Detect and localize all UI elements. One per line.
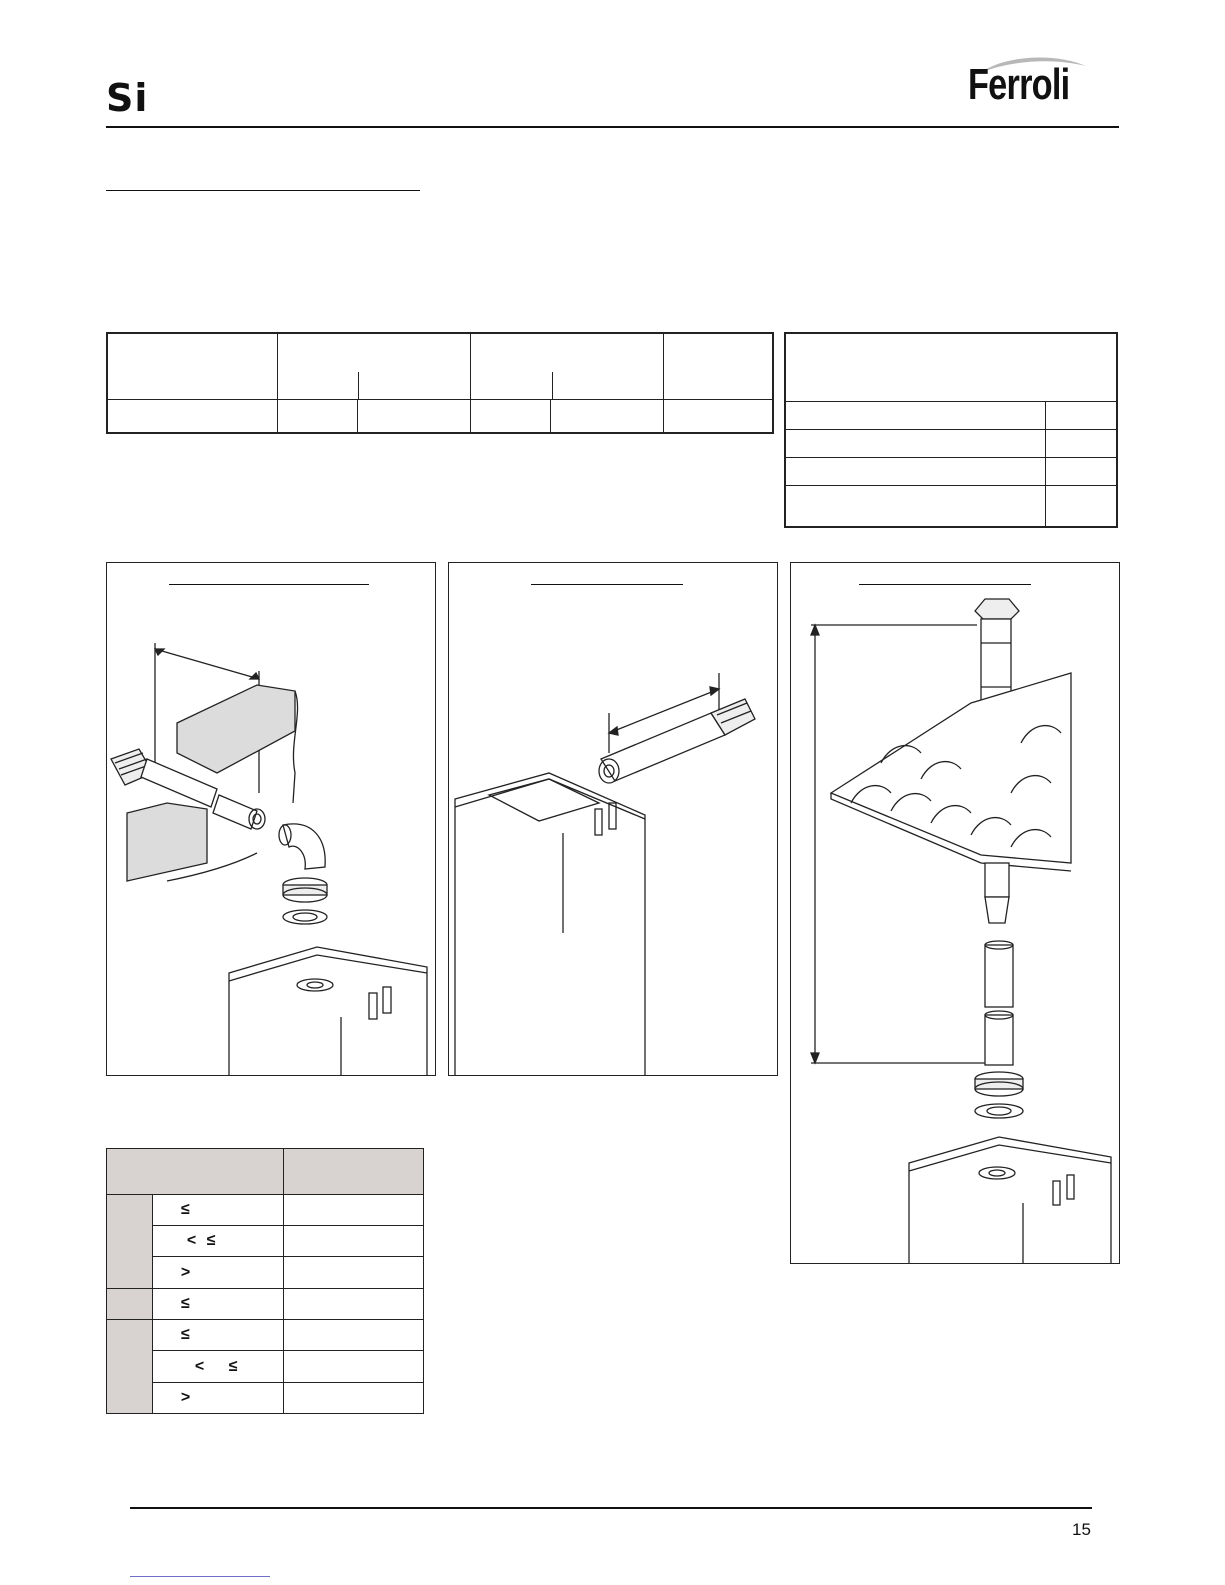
header-subdivider <box>552 372 553 400</box>
roof-flue-illustration <box>791 563 1120 1264</box>
table-group-cell <box>107 1320 153 1414</box>
table-row-symbol: < ≤ <box>152 1351 284 1382</box>
table-cell <box>785 485 1045 527</box>
spec-table <box>106 332 774 434</box>
table-cell <box>284 1320 424 1351</box>
table-row-symbol: > <box>152 1382 284 1413</box>
table-row-symbol: ≤ <box>152 1320 284 1351</box>
table-cell <box>357 399 470 433</box>
page-number: 15 <box>1072 1520 1091 1539</box>
table-cell <box>284 1257 424 1288</box>
figure-caption-rule <box>169 584 369 585</box>
table-cell <box>785 429 1045 457</box>
table-row-symbol: ≤ <box>152 1288 284 1319</box>
ferroli-logo <box>968 58 1088 114</box>
table-cell <box>1045 485 1117 527</box>
table-header-cell <box>663 333 773 399</box>
table-header-cell <box>107 1149 284 1195</box>
figure-rear-flue <box>448 562 778 1076</box>
rear-flue-illustration <box>449 563 778 1076</box>
comparison-table <box>106 1148 424 1414</box>
table-header-cell <box>107 333 277 399</box>
header-subdivider <box>358 372 359 400</box>
table-group-cell <box>107 1194 153 1288</box>
logo-wordmark: Ferroli <box>968 60 1070 109</box>
table-cell <box>107 399 277 433</box>
table-cell <box>284 1351 424 1382</box>
equivalent-length-table <box>784 332 1118 528</box>
table-cell <box>284 1194 424 1225</box>
table-row-symbol: > <box>152 1257 284 1288</box>
horizontal-flue-illustration <box>107 563 436 1076</box>
table-cell <box>550 399 663 433</box>
table-row-symbol: ≤ <box>152 1194 284 1225</box>
footer-link-underline[interactable] <box>130 1576 270 1577</box>
document-title: Si <box>106 76 149 120</box>
header-divider <box>106 126 1119 128</box>
table-cell <box>1045 401 1117 429</box>
table-cell <box>785 457 1045 485</box>
figure-caption-rule <box>531 584 683 585</box>
figure-roof-flue <box>790 562 1120 1264</box>
table-cell <box>470 399 550 433</box>
table-row-symbol: < ≤ <box>152 1226 284 1257</box>
table-cell <box>785 401 1045 429</box>
table-group-cell <box>107 1288 153 1319</box>
table-cell <box>284 1382 424 1413</box>
table-header-cell <box>470 333 663 399</box>
figure-caption-rule <box>859 584 1031 585</box>
figure-horizontal-flue <box>106 562 436 1076</box>
table-header-cell <box>785 333 1117 401</box>
table-cell <box>277 399 357 433</box>
section-heading-underline <box>106 190 420 191</box>
table-header-cell <box>284 1149 424 1195</box>
table-cell <box>663 399 773 433</box>
table-cell <box>284 1288 424 1319</box>
footer-divider <box>130 1507 1092 1509</box>
table-cell <box>284 1226 424 1257</box>
table-cell <box>1045 429 1117 457</box>
table-cell <box>1045 457 1117 485</box>
table-header-cell <box>277 333 470 399</box>
